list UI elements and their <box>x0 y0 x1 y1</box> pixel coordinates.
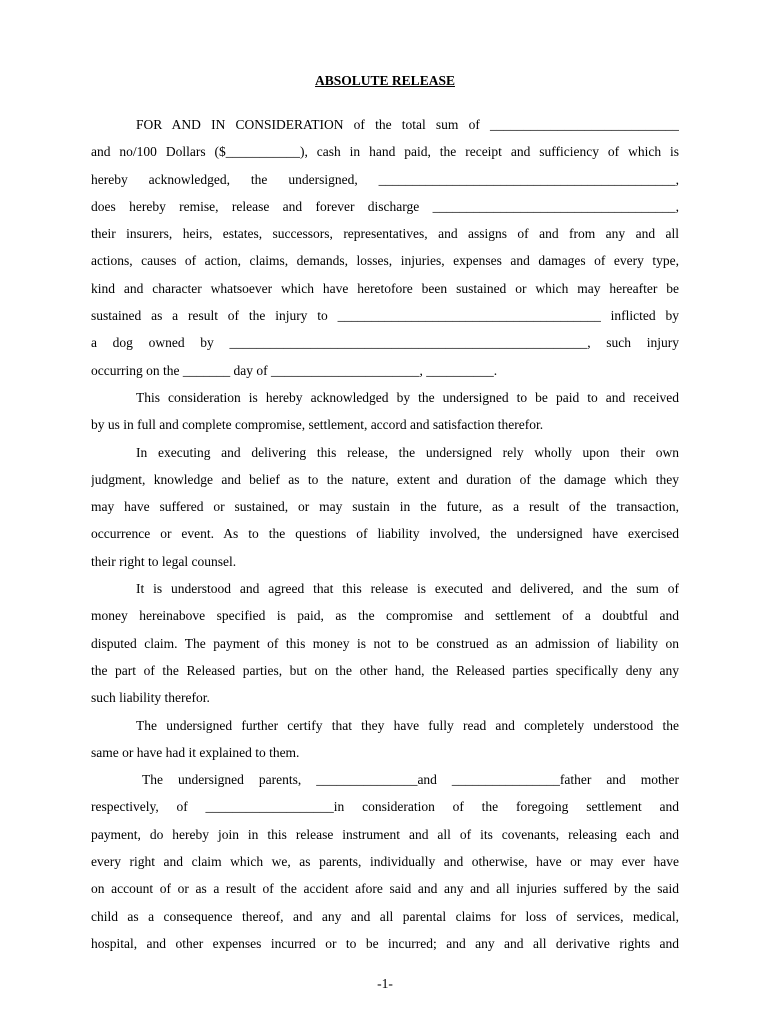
text-line: It is understood and agreed that this release is executed and delivered, and the sum of <box>136 581 679 597</box>
text-line: The undersigned parents, _______________and ________________father and mother <box>142 772 679 788</box>
text-line: hospital, and other expenses incurred or to be incurred; and any and all derivative rights and <box>91 935 679 951</box>
text-line: by us in full and complete compromise, settlement, accord and satisfaction therefor. <box>91 417 544 433</box>
text-line: their insurers, heirs, estates, successors, representatives, and assigns of and from any and all <box>91 226 679 242</box>
text-line: may have suffered or sustained, or may sustain in the future, as a result of the transaction, <box>91 499 679 515</box>
text-line: hereby acknowledged, the undersigned, ____________________________________________, <box>91 171 679 187</box>
document-body <box>91 111 679 957</box>
text-line: payment, do hereby join in this release instrument and all of its covenants, releasing each and <box>91 826 679 842</box>
page-number: -1- <box>377 976 393 991</box>
text-line: child as a consequence thereof, and any and all parental claims for loss of services, medical, <box>91 908 679 924</box>
text-line: occurrence or event. As to the questions of liability involved, the undersigned have exercised <box>91 526 679 542</box>
text-line: kind and character whatsoever which have heretofore been sustained or which may hereafter be <box>91 280 679 296</box>
text-line: FOR AND IN CONSIDERATION of the total sum of ____________________________ <box>136 117 679 132</box>
text-line: the part of the Released parties, but on the other hand, the Released parties specifically deny any <box>91 662 679 678</box>
text-line: In executing and delivering this release, the undersigned rely wholly upon their own <box>136 444 679 460</box>
text-line: every right and claim which we, as parents, individually and otherwise, have or may ever have <box>91 854 679 870</box>
document-title: ABSOLUTE RELEASE <box>315 73 455 88</box>
text-line: judgment, knowledge and belief as to the nature, extent and duration of the damage which they <box>91 471 679 487</box>
text-line: The undersigned further certify that they have fully read and completely understood the <box>136 717 679 733</box>
text-line: does hereby remise, release and forever discharge ____________________________________, <box>91 198 679 214</box>
text-line: disputed claim. The payment of this money is not to be construed as an admission of liability on <box>91 635 679 651</box>
text-line: sustained as a result of the injury to _______________________________________ inflicted by <box>91 308 679 324</box>
text-line: a dog owned by _____________________________________________________, such injury <box>91 335 679 351</box>
text-line: same or have had it explained to them. <box>91 744 300 760</box>
text-line: occurring on the _______ day of ______________________, __________. <box>91 362 498 378</box>
text-line: respectively, of ___________________in consideration of the foregoing settlement and <box>91 799 679 815</box>
text-line: money hereinabove specified is paid, as the compromise and settlement of a doubtful and <box>91 608 679 624</box>
text-line: actions, causes of action, claims, demands, losses, injuries, expenses and damages of every type, <box>91 253 679 269</box>
text-line: on account of or as a result of the accident afore said and any and all injuries suffered by the said <box>91 881 679 897</box>
text-line: their right to legal counsel. <box>91 553 237 569</box>
text-line: such liability therefor. <box>91 690 210 706</box>
text-line: This consideration is hereby acknowledged by the undersigned to be paid to and received <box>136 389 679 405</box>
text-line: and no/100 Dollars ($___________), cash in hand paid, the receipt and sufficiency of which is <box>91 144 679 160</box>
